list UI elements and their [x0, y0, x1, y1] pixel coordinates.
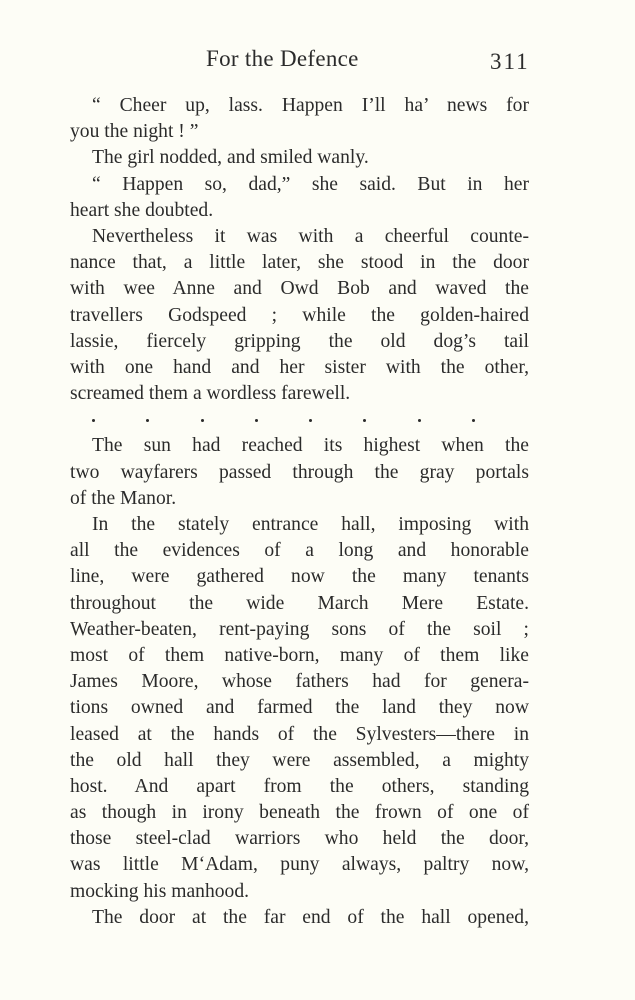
text-line: “ Happen so, dad,” she said. But in her	[92, 173, 529, 195]
text-line: line, were gathered now the many tenants	[70, 566, 529, 588]
text-line: the old hall they were assembled, a mighty	[70, 749, 529, 771]
section-break	[70, 407, 529, 433]
text-line: lassie, fiercely gripping the old dog’s tail	[70, 330, 529, 352]
text-line: most of them native-born, many of them like	[70, 644, 529, 666]
page-number: 311	[490, 49, 530, 74]
text-line: mocking his manhood.	[70, 880, 250, 902]
text-line: with wee Anne and Owd Bob and waved the	[70, 278, 529, 300]
text-line: The sun had reached its highest when the	[92, 435, 529, 457]
text-line: all the evidences of a long and honorable	[70, 540, 529, 562]
ellipsis-dot	[472, 419, 475, 422]
text-line: screamed them a wordless farewell.	[70, 383, 351, 405]
text-line: The door at the far end of the hall opened,	[92, 906, 529, 928]
text-line: Nevertheless it was with a cheerful counte-	[92, 225, 529, 247]
text-line: In the stately entrance hall, imposing with	[92, 514, 529, 535]
text-line: with one hand and her sister with the other,	[70, 356, 529, 378]
ellipsis-dot	[201, 419, 204, 422]
running-title: For the Defence	[206, 46, 359, 71]
text-line: as though in irony beneath the frown of one of	[70, 802, 529, 824]
running-head	[0, 46, 635, 78]
paragraph	[70, 172, 529, 224]
text-line: nance that, a little later, she stood in the door	[70, 252, 529, 274]
text-line: The girl nodded, and smiled wanly.	[92, 147, 369, 169]
text-line: was little M‘Adam, puny always, paltry now,	[70, 854, 529, 876]
text-line: those steel-clad warriors who held the door,	[70, 828, 529, 850]
text-line: tions owned and farmed the land they now	[70, 697, 529, 719]
text-line: of the Manor.	[70, 487, 177, 509]
text-line: throughout the wide March Mere Estate.	[70, 592, 529, 614]
text-line: Weather-beaten, rent-paying sons of the soil ;	[70, 618, 529, 640]
text-line: leased at the hands of the Sylvesters—there in	[70, 723, 529, 745]
text-line: heart she doubted.	[70, 199, 214, 221]
body-text	[70, 93, 529, 931]
text-line: James Moore, whose fathers had for genera-	[70, 671, 529, 693]
ellipsis-dot	[363, 419, 366, 422]
ellipsis-dot	[309, 419, 312, 422]
paragraph	[70, 433, 529, 512]
ellipsis-dot	[255, 419, 258, 422]
text-line: “ Cheer up, lass. Happen I’ll ha’ news for	[92, 95, 529, 116]
ellipsis-dot	[92, 419, 95, 422]
paragraph	[70, 905, 529, 931]
text-line: travellers Godspeed ; while the golden-haired	[70, 304, 529, 326]
text-line: you the night ! ”	[70, 121, 199, 143]
text-line: two wayfarers passed through the gray portals	[70, 461, 529, 483]
paragraph	[70, 512, 529, 905]
ellipsis-dot	[146, 419, 149, 422]
text-line: host. And apart from the others, standing	[70, 775, 529, 797]
ellipsis-dot	[418, 419, 421, 422]
paragraph	[70, 93, 529, 145]
paragraph	[70, 224, 529, 407]
paragraph	[70, 145, 529, 171]
